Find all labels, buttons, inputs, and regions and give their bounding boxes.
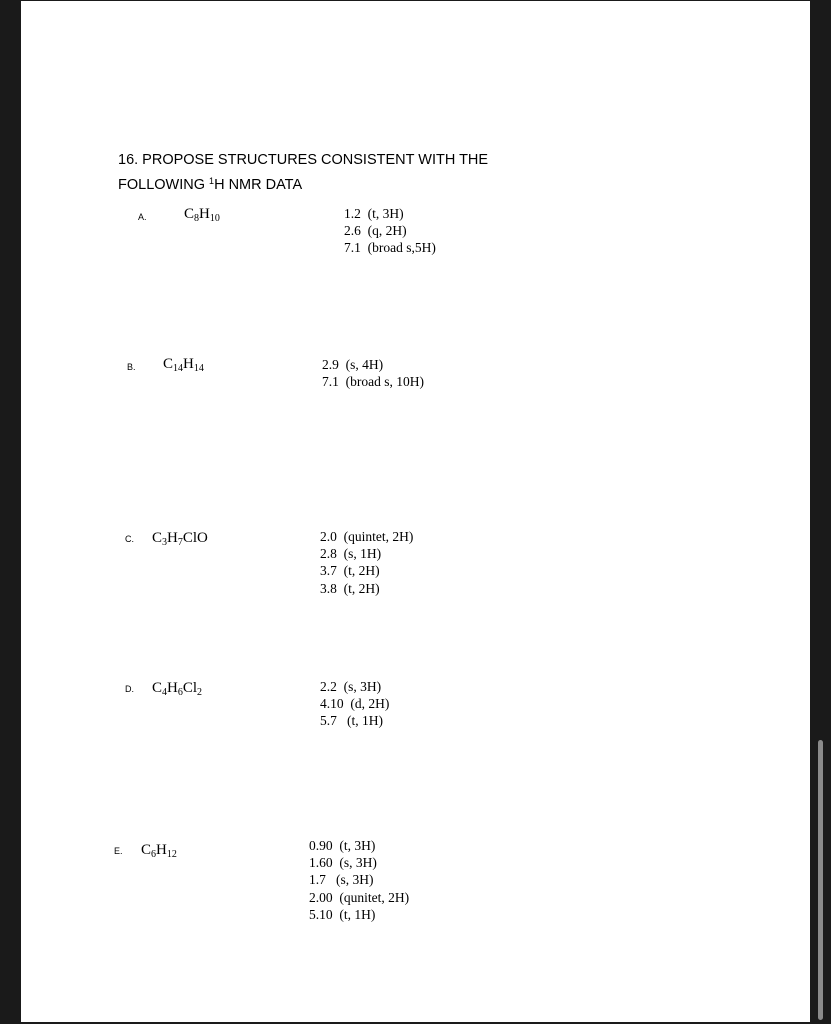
problem-b-label: B. bbox=[127, 362, 136, 372]
problem-e-label: E. bbox=[114, 846, 123, 856]
formula-element: C bbox=[141, 842, 152, 858]
problem-c-formula bbox=[152, 530, 208, 547]
nmr-line: 1.60 (s, 3H) bbox=[309, 855, 377, 871]
nmr-line: 7.1 (broad s, 10H) bbox=[322, 374, 424, 390]
nmr-line: 3.7 (t, 2H) bbox=[320, 563, 380, 579]
problem-d-label: D. bbox=[125, 684, 134, 694]
nmr-line: 2.0 (quintet, 2H) bbox=[320, 529, 414, 544]
title-line-2: FOLLOWING $^1$H NMR DATA bbox=[118, 176, 303, 193]
nmr-line: 7.1 (broad s,5H) bbox=[344, 240, 436, 256]
formula-subscript: 2 bbox=[197, 687, 203, 698]
formula-element: H bbox=[199, 206, 210, 222]
problem-a-label: A. bbox=[138, 212, 147, 222]
formula-element: H bbox=[167, 530, 178, 546]
formula-element: H bbox=[156, 842, 167, 858]
vertical-scrollbar[interactable] bbox=[818, 740, 823, 1020]
formula-element: C bbox=[152, 530, 163, 546]
problem-e-formula bbox=[141, 842, 177, 859]
problem-a-nmr-data bbox=[344, 205, 436, 257]
formula-element: H bbox=[167, 680, 178, 696]
nmr-line: 4.10 (d, 2H) bbox=[320, 696, 390, 712]
formula-subscript: 8 bbox=[194, 213, 200, 224]
nmr-line: 3.8 (t, 2H) bbox=[320, 580, 380, 596]
problem-c-label: C. bbox=[125, 534, 134, 544]
formula-subscript: 6 bbox=[151, 849, 157, 860]
formula-subscript: 10 bbox=[209, 213, 220, 224]
formula-subscript: 6 bbox=[177, 687, 183, 698]
nmr-line: 2.9 (s, 4H) bbox=[322, 357, 384, 372]
problem-b-formula bbox=[163, 356, 204, 373]
problem-e-nmr-data bbox=[309, 837, 409, 923]
problem-d-formula bbox=[152, 680, 202, 697]
nmr-line: 1.2 (t, 3H) bbox=[344, 206, 404, 221]
formula-element: C bbox=[163, 356, 174, 372]
nmr-line: 5.10 (t, 1H) bbox=[309, 906, 376, 922]
formula-element: H bbox=[183, 356, 194, 372]
formula-subscript: 14 bbox=[173, 363, 184, 374]
formula-subscript: 3 bbox=[162, 537, 168, 548]
formula-subscript: 12 bbox=[166, 849, 177, 860]
nmr-line: 5.7 (t, 1H) bbox=[320, 713, 383, 729]
formula-element: ClO bbox=[182, 530, 208, 546]
formula-subscript: 7 bbox=[177, 537, 183, 548]
problem-d-nmr-data bbox=[320, 678, 389, 730]
formula-subscript: 14 bbox=[193, 363, 204, 374]
problem-a-formula bbox=[184, 206, 220, 223]
formula-element: C bbox=[152, 680, 163, 696]
problem-c-nmr-data bbox=[320, 528, 413, 597]
nmr-line: 2.8 (s, 1H) bbox=[320, 546, 382, 562]
page-title bbox=[118, 150, 618, 196]
formula-subscript: 4 bbox=[162, 687, 168, 698]
formula-element: Cl bbox=[182, 680, 198, 696]
problem-b-nmr-data bbox=[322, 356, 424, 390]
nmr-line: 2.2 (s, 3H) bbox=[320, 679, 382, 694]
document-page bbox=[21, 1, 810, 1022]
formula-element: C bbox=[184, 206, 195, 222]
nmr-line: 0.90 (t, 3H) bbox=[309, 838, 376, 853]
title-line-1: 16. PROPOSE STRUCTURES CONSISTENT WITH THE bbox=[118, 152, 489, 168]
nmr-line: 2.6 (q, 2H) bbox=[344, 223, 407, 239]
nmr-line: 1.7 (s, 3H) bbox=[309, 872, 374, 888]
nmr-line: 2.00 (qunitet, 2H) bbox=[309, 889, 410, 905]
